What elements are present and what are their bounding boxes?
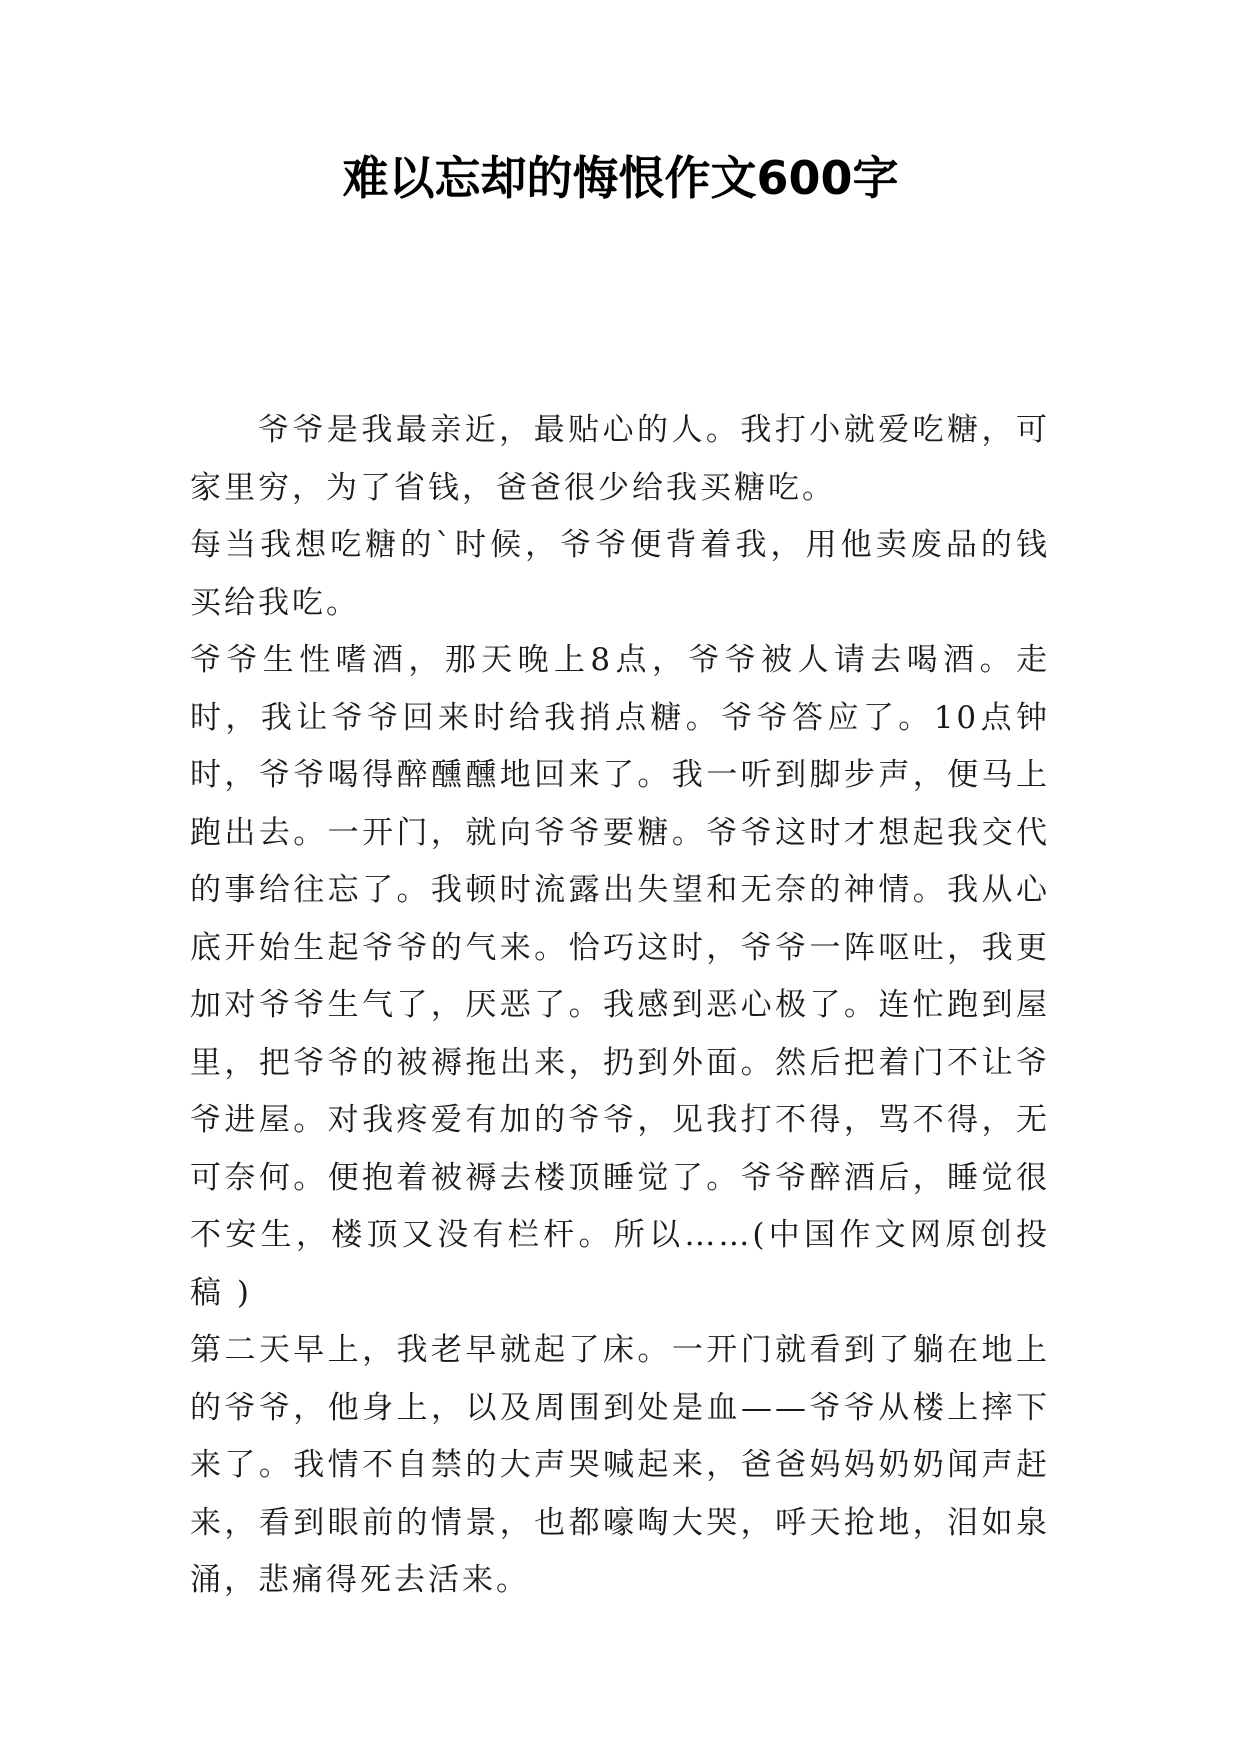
page-title: 难以忘却的悔恨作文600字 bbox=[342, 151, 899, 205]
paragraph-1: 爷爷是我最亲近，最贴心的人。我打小就爱吃糖，可家里穷，为了省钱，爸爸很少给我买糖吃。 bbox=[190, 412, 1050, 506]
article-body bbox=[190, 402, 1050, 1610]
paragraph-4: 第二天早上，我老早就起了床。一开门就看到了躺在地上的爷爷，他身上，以及周围到处是血——爷爷从楼上摔下来了。我情不自禁的大声哭喊起来，爸爸妈妈奶奶闻声赶来，看到眼前的情景，也都嚎啕大哭，呼天抢地，泪如泉涌，悲痛得死去活来。 bbox=[190, 1332, 1050, 1598]
paragraph-3: 爷爷生性嗜酒，那天晚上8点，爷爷被人请去喝酒。走时，我让爷爷回来时给我捎点糖。爷爷答应了。10点钟时，爷爷喝得醉醺醺地回来了。我一听到脚步声，便马上跑出去。一开门，就向爷爷要糖。爷爷这时才想起我交代的事给往忘了。我顿时流露出失望和无奈的神情。我从心底开始生起爷爷的气来。恰巧这时，爷爷一阵呕吐，我更加对爷爷生气了，厌恶了。我感到恶心极了。连忙跑到屋里，把爷爷的被褥拖出来，扔到外面。然后把着门不让爷爷进屋。对我疼爱有加的爷爷，见我打不得，骂不得，无可奈何。便抱着被褥去楼顶睡觉了。爷爷醉酒后，睡觉很不安生，楼顶又没有栏杆。所以……(中国作文网原创投稿 ) bbox=[190, 642, 1050, 1311]
paragraph-2: 每当我想吃糖的`时候，爷爷便背着我，用他卖废品的钱买给我吃。 bbox=[190, 527, 1050, 621]
